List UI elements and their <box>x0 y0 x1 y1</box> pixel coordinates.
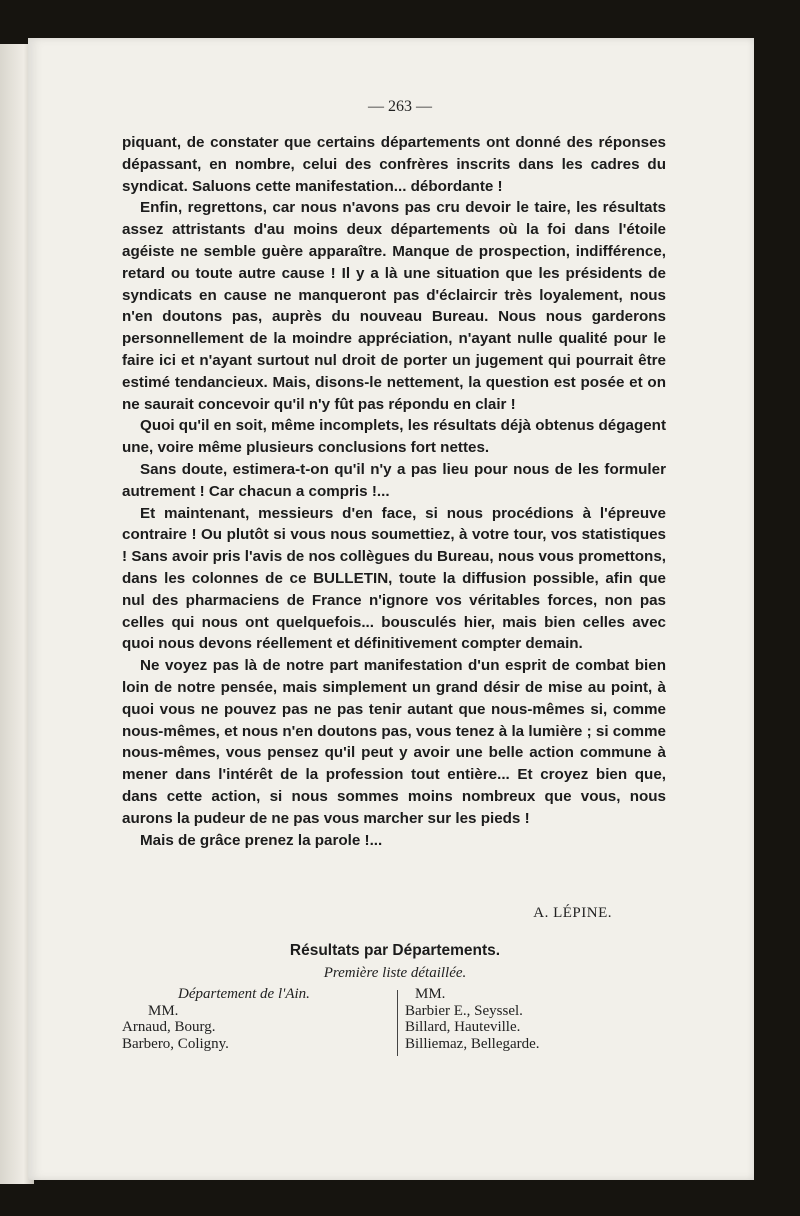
author-signature: A. LÉPINE. <box>533 905 612 921</box>
paragraph: Mais de grâce prenez la parole !... <box>140 831 383 849</box>
department-heading: Département de l'Ain. <box>178 986 310 1002</box>
list-item: Barbero, Coligny. <box>122 1035 229 1052</box>
honorific: MM. <box>148 1002 179 1019</box>
honorific: MM. <box>415 986 446 1002</box>
paragraph: Quoi qu'il en soit, même incomplets, les résultats déjà obtenus dégagent une, voire même plusieurs conclusions fort nettes. <box>122 417 667 457</box>
list-item: Arnaud, Bourg. <box>122 1019 216 1035</box>
results-title: Résultats par Départements. <box>289 942 501 959</box>
column-divider <box>397 990 398 1056</box>
list-item: Billard, Hauteville. <box>405 1019 521 1035</box>
paragraph: piquant, de constater que certains départements ont donné des réponses dépassant, en nombre, celui des confrères inscrits dans les cadres du syndicat. Saluons cette manifestation... débordante ! <box>122 134 666 195</box>
results-subtitle: Première liste détaillée. <box>323 965 467 981</box>
paragraph: Et maintenant, messieurs d'en face, si nous procédions à l'épreuve contraire ! Ou plutôt si vous nous soumettiez, à votre tour, vos statistiques ! Sans avoir pris l'avis de nos collègues du Bureau, nous vous promettons, dans les colonnes de ce BULLETIN, toute la diffusion possible, afin que nul des pharmaciens de France n'ignore vos véritables forces, non pas celles qui nous ont quelquefois... bousculés hier, mais bien celles avec quoi nous devons réellement et définitivement compter demain. <box>122 504 666 653</box>
paragraph: Enfin, regrettons, car nous n'avons pas cru devoir le taire, les résultats assez attristants d'au moins deux départements où la foi dans l'étoile agéiste ne semble guère apparaître. Manque de prospection, indifférence, retard ou toute autre cause ! Il y a là une situation que les présidents de syndicats en cause ne manqueront pas d'éclaircir très loyalement, nous n'en doutons pas, auprès du nouveau Bureau. Nous nous garderons personnellement de la moindre appréciation, n'ayant nulle qualité pour le faire ici et n'ayant surtout nul droit de porter un jugement qui pourrait être estimé tendancieux. Mais, disons-le nettement, la question est posée et on ne saurait concevoir qu'il n'y fût pas répondu en clair ! <box>122 199 666 413</box>
page-number: — 263 — <box>368 98 432 115</box>
list-item: Billiemaz, Bellegarde. <box>405 1035 540 1052</box>
list-item: Barbier E., Seyssel. <box>405 1002 523 1019</box>
paragraph: Sans doute, estimera-t-on qu'il n'y a pas lieu pour nous de les formuler autrement ! Car chacun a compris !... <box>122 460 666 500</box>
results-left-column <box>122 986 392 1052</box>
paragraph: Ne voyez pas là de notre part manifestation d'un esprit de combat bien loin de notre pensée, mais simplement un grand désir de mise au point, à quoi vous ne pouvez pas ne pas tenir autant que nous-mêmes si, comme nous-mêmes, et nous n'en doutons pas, vous tenez à la lumière ; si comme nous-mêmes, vous pensez qu'il peut y avoir une belle action commune à mener dans l'intérêt de la profession tout entière... Et croyez bien que, dans cette action, si nous sommes moins nombreux que vous, nous aurons la pudeur de ne pas vous marcher sur les pieds ! <box>122 657 666 827</box>
article-body <box>122 132 666 851</box>
results-right-column <box>405 986 605 1052</box>
